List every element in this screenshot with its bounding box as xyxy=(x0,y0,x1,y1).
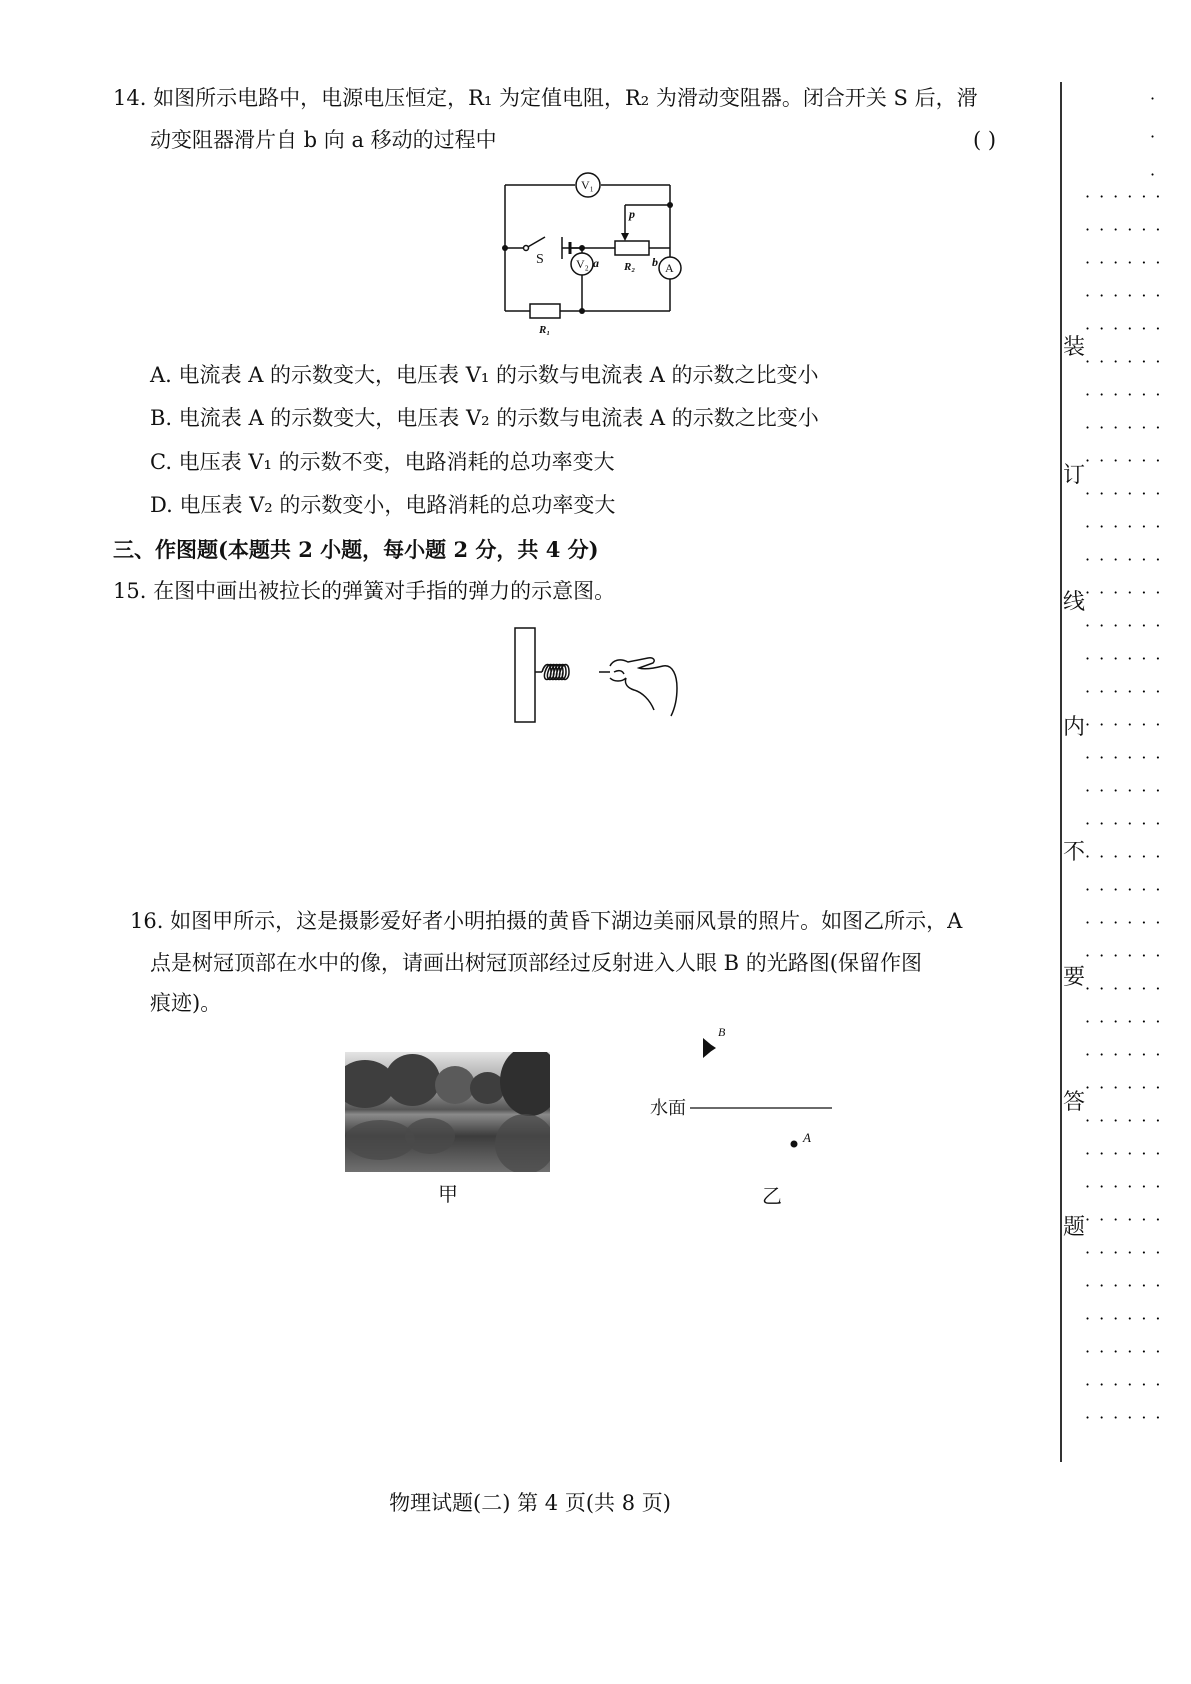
point-b-label: B xyxy=(718,1025,726,1039)
option-d: D. 电压表 V₂ 的示数变小，电路消耗的总功率变大 xyxy=(150,493,616,517)
binding-line xyxy=(1060,82,1062,1462)
switch-label: S xyxy=(536,252,544,267)
binding-char: 订 xyxy=(1062,463,1085,488)
slider-label: p xyxy=(629,207,635,221)
lake-photo xyxy=(345,1052,550,1172)
q15-stem: 15. 在图中画出被拉长的弹簧对手指的弹力的示意图。 xyxy=(113,579,616,603)
v1-label: V₁ xyxy=(581,178,594,192)
section-heading: 三、作图题(本题共 2 小题，每小题 2 分，共 4 分) xyxy=(113,537,599,562)
binding-char: 装 xyxy=(1062,335,1085,360)
q16-stem-line2: 点是树冠顶部在水中的像，请画出树冠顶部经过反射进入人眼 B 的光路图(保留作图 xyxy=(150,951,922,975)
q14-stem-line1: 14. 如图所示电路中，电源电压恒定，R₁ 为定值电阻，R₂ 为滑动变阻器。闭合开关 S 后，滑 xyxy=(113,86,978,110)
q16-stem-line1: 16. 如图甲所示，这是摄影爱好者小明拍摄的黄昏下湖边美丽风景的照片。如图乙所示，A xyxy=(130,909,963,933)
option-c: C. 电压表 V₁ 的示数不变，电路消耗的总功率变大 xyxy=(150,450,615,474)
v2-label: V₂ xyxy=(576,257,589,271)
reflection-diagram xyxy=(640,1020,840,1165)
margin-dots: ······ ······ ······ ······ ······ ······ ······ ······ ······ ······ ······ ······ ······ ······ ······ ······ ······ ······ ······ ······ ······ ······ ······ ······ ······ ······ ······ ······ ······ ······ ······ ······ ······ ······ ······ ······ ······ ······ xyxy=(1085,187,1170,1427)
option-a: A. 电流表 A 的示数变大，电压表 V₁ 的示数与电流表 A 的示数之比变小 xyxy=(150,363,819,387)
spring-hand-figure xyxy=(510,626,690,726)
page-footer: 物理试题(二) 第 4 页(共 8 页) xyxy=(389,1491,671,1515)
option-b: B. 电流表 A 的示数变大，电压表 V₂ 的示数与电流表 A 的示数之比变小 xyxy=(150,406,819,430)
binding-char: 答 xyxy=(1062,1090,1085,1115)
point-a-dot xyxy=(791,1141,798,1148)
caption-yi: 乙 xyxy=(762,1184,782,1208)
q14-stem-line2: 动变阻器滑片自 b 向 a 移动的过程中 xyxy=(150,128,497,152)
r2-label: R₂ xyxy=(624,261,636,273)
answer-bracket: ( ) xyxy=(973,128,997,152)
terminal-a-label: a xyxy=(593,256,599,270)
r1-label: R₁ xyxy=(539,324,551,336)
terminal-b-label: b xyxy=(652,255,658,269)
binding-char: 线 xyxy=(1062,590,1085,615)
top-dots: · · · xyxy=(1150,89,1156,184)
eye-icon xyxy=(703,1038,716,1058)
point-a-label: A xyxy=(803,1130,811,1145)
binding-char: 内 xyxy=(1062,715,1085,740)
caption-jia: 甲 xyxy=(438,1182,458,1206)
circuit-diagram xyxy=(490,170,700,335)
binding-char: 不 xyxy=(1062,840,1085,865)
water-surface-label: 水面 xyxy=(650,1098,686,1118)
binding-char: 要 xyxy=(1062,965,1085,990)
ammeter-label: A xyxy=(665,261,674,275)
binding-char: 题 xyxy=(1062,1215,1085,1240)
q16-stem-line3: 痕迹)。 xyxy=(150,991,222,1015)
